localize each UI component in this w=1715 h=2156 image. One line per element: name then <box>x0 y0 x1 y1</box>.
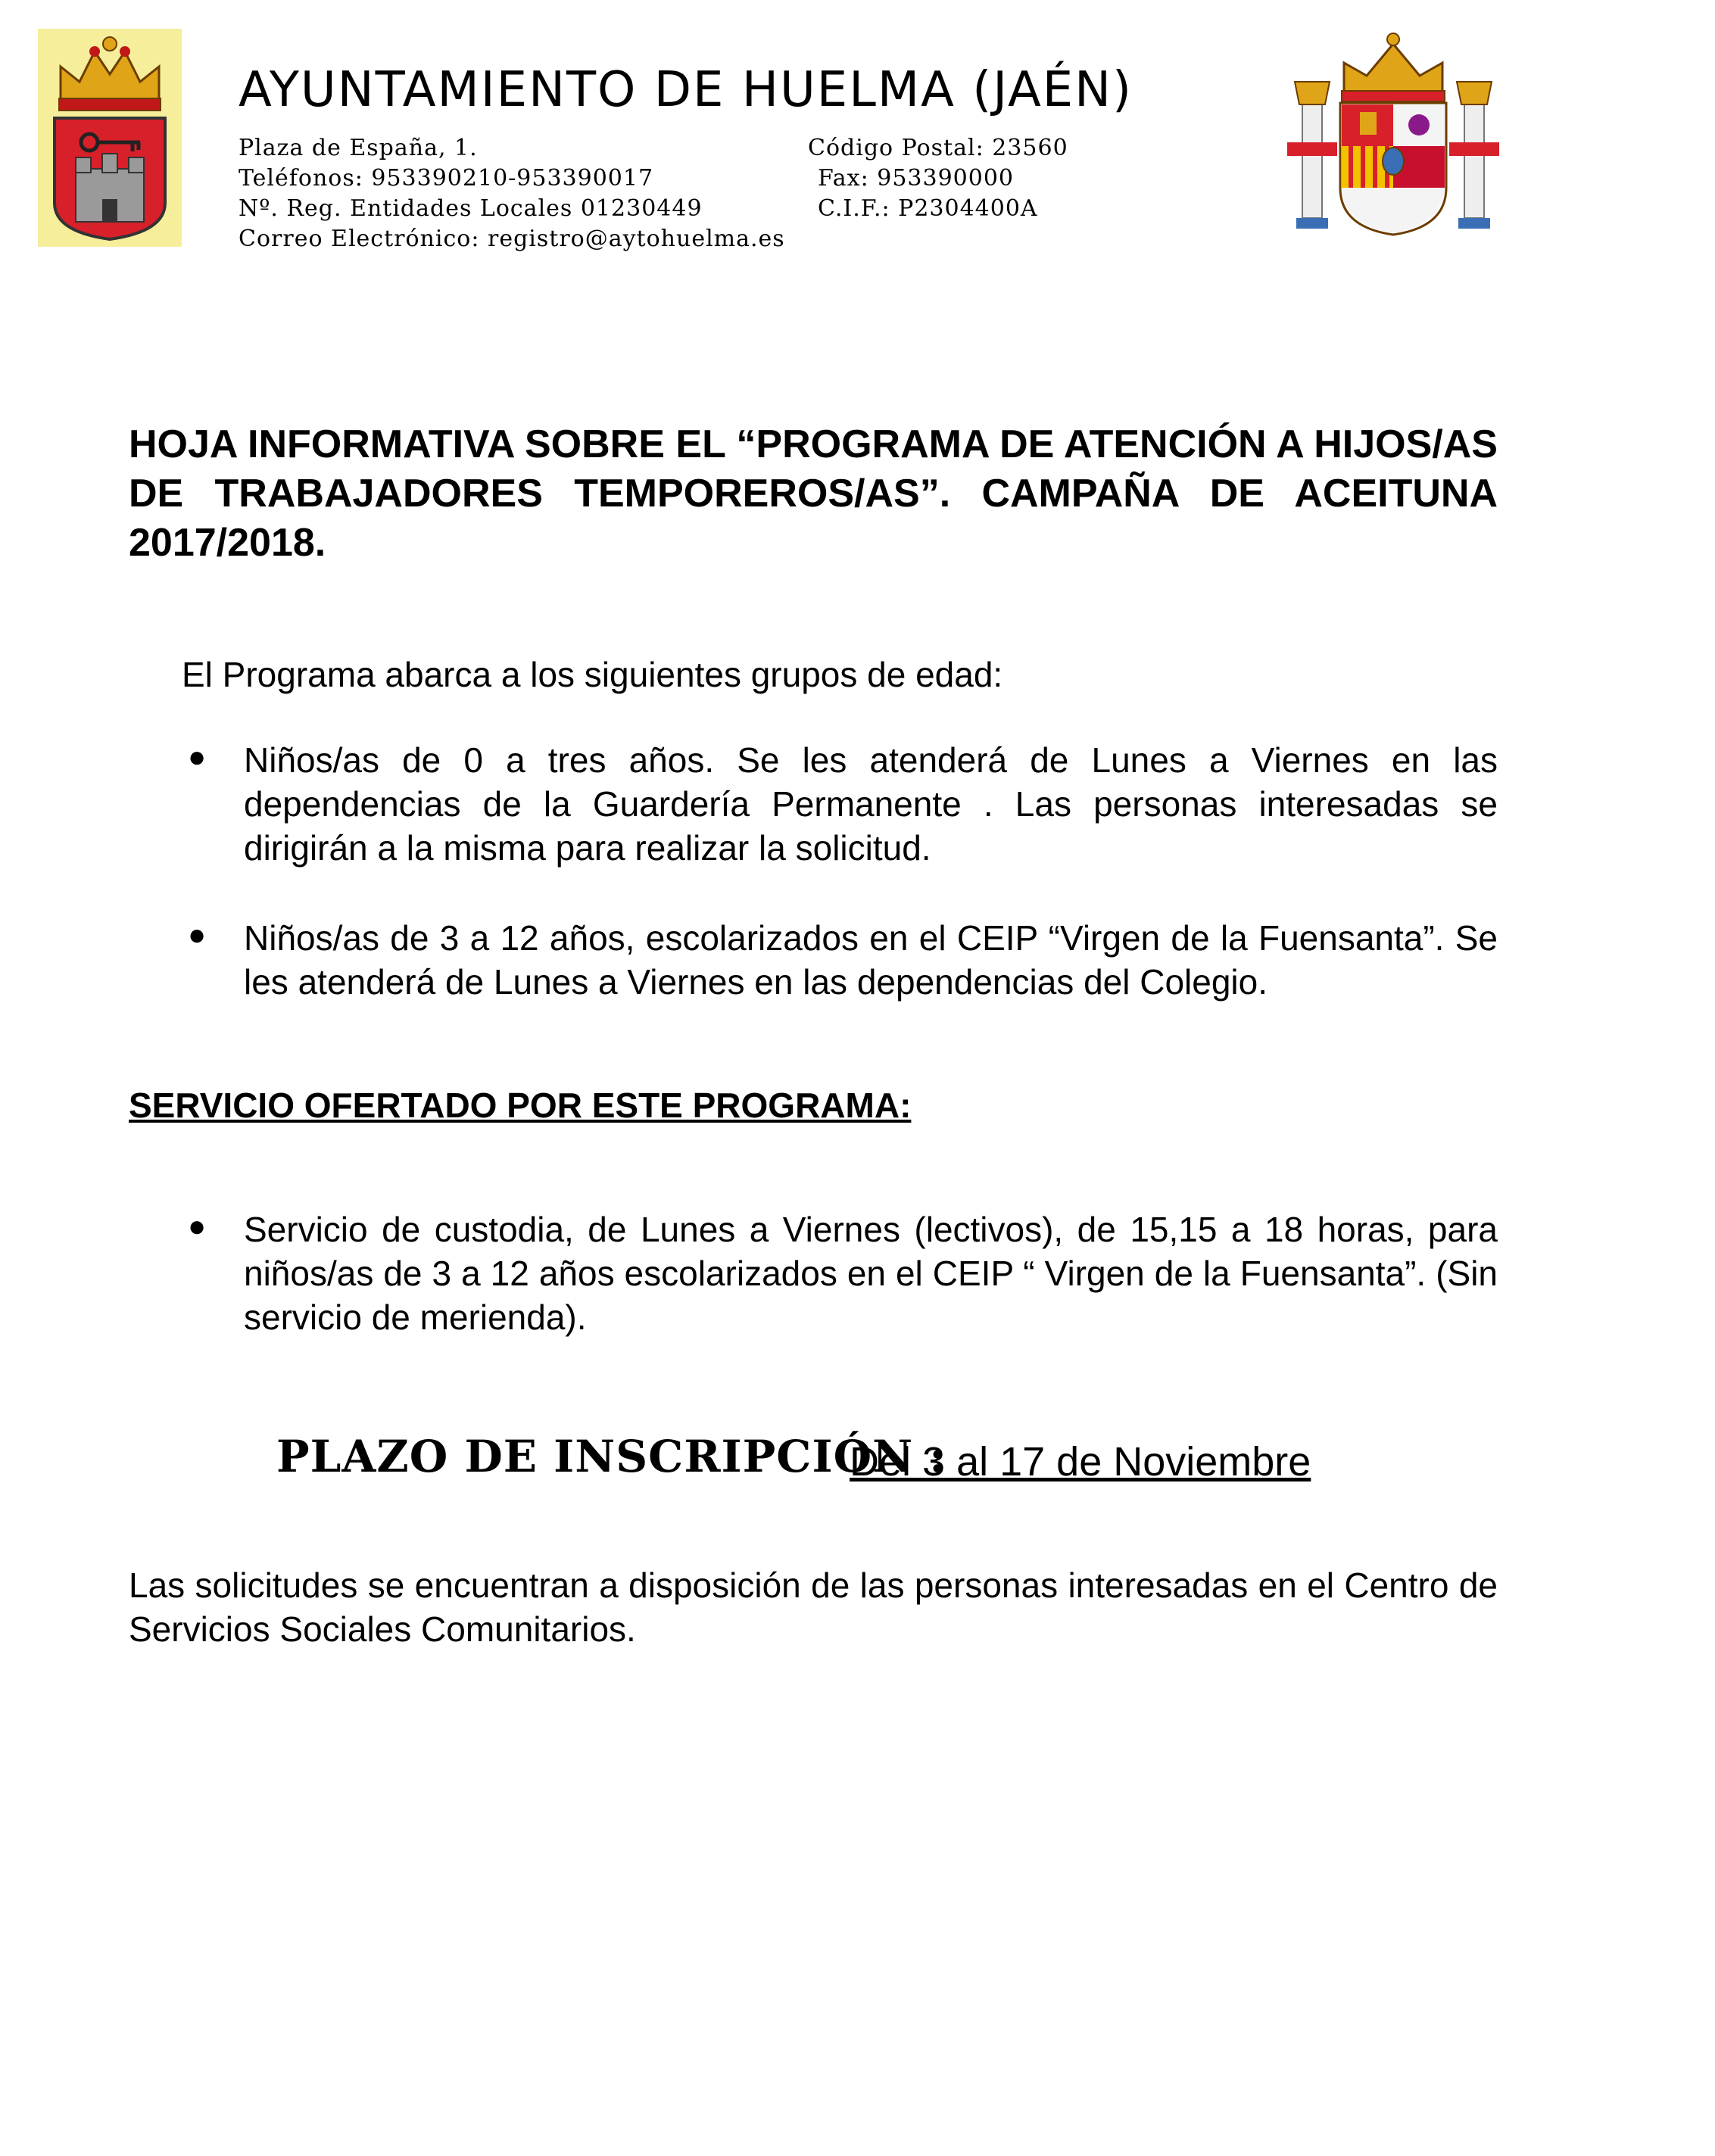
document-title: HOJA INFORMATIVA SOBRE EL “PROGRAMA DE ATENCIÓN A HIJOS/AS DE TRABAJADORES TEMPOREROS/AS”. CAMPAÑA DE ACEITUNA 2017/2018. <box>129 422 1498 565</box>
closing-paragraph: Las solicitudes se encuentran a disposición de las personas interesadas en el Centro de Servicios Sociales Comunitarios. <box>129 1566 1498 1649</box>
municipal-crest-logo <box>38 29 182 247</box>
bullet-icon: ● <box>188 918 207 952</box>
address-text: Plaza de España, 1. <box>239 135 478 161</box>
fax-text: Fax: 953390000 <box>818 165 1015 192</box>
organization-title: AYUNTAMIENTO DE HUELMA (JAÉN) <box>239 62 1133 118</box>
intro-text: El Programa abarca a los siguientes grupos de edad: <box>182 655 1003 694</box>
phones-text: Teléfonos: 953390210-953390017 <box>239 165 654 192</box>
service-item: Servicio de custodia, de Lunes a Viernes (lectivos), de 15,15 a 18 horas, para niños/as de 3 a 12 años escolarizados en el CEIP “ Virgen de la Fuensanta”. (Sin servicio de merienda). <box>244 1210 1498 1337</box>
registration-period-dates: Del 3 al 17 de Noviembre <box>850 1439 1311 1485</box>
registry-number-text: Nº. Reg. Entidades Locales 01230449 <box>239 195 703 222</box>
email-text: Correo Electrónico: registro@aytohuelma.es <box>239 226 785 252</box>
bullet-icon: ● <box>188 1210 207 1243</box>
cif-text: C.I.F.: P2304400A <box>818 195 1038 222</box>
age-group-item: Niños/as de 0 a tres años. Se les atenderá de Lunes a Viernes en las dependencias de la Guardería Permanente . Las personas interesadas se dirigirán a la misma para realizar la solicitud. <box>244 740 1498 868</box>
age-group-item: Niños/as de 3 a 12 años, escolarizados en el CEIP “Virgen de la Fuensanta”. Se les atenderá de Lunes a Viernes en las dependencias del Colegio. <box>244 918 1498 1002</box>
bullet-icon: ● <box>188 740 207 774</box>
registration-period-label: PLAZO DE INSCRIPCIÓN : <box>276 1431 946 1482</box>
spain-coat-of-arms-logo <box>1287 29 1499 241</box>
service-section-heading: SERVICIO OFERTADO POR ESTE PROGRAMA: <box>129 1086 912 1125</box>
postal-code-text: Código Postal: 23560 <box>808 135 1068 161</box>
